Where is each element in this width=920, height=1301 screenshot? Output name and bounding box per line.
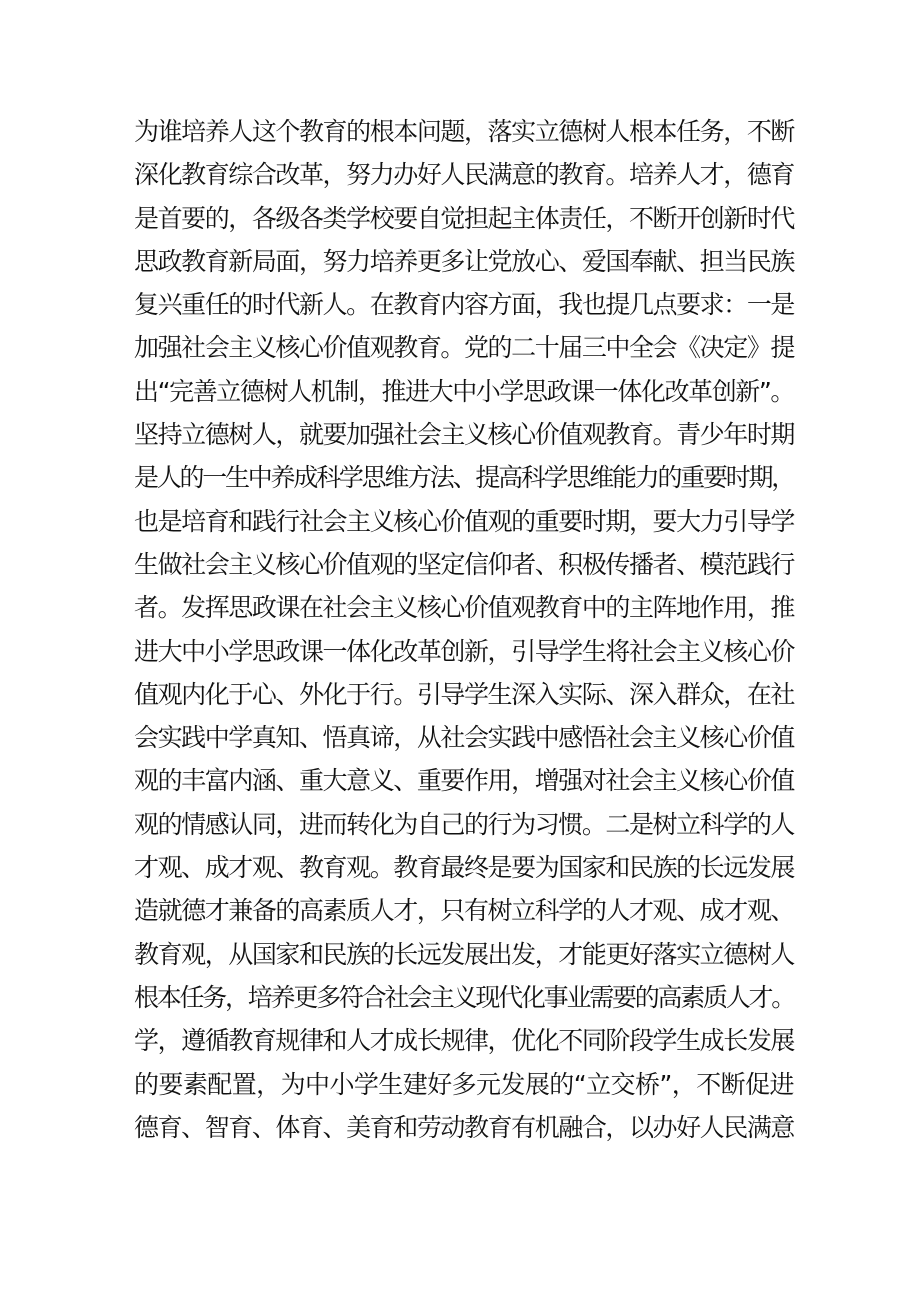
text-line: 复兴重任的时代新人。在教育内容方面，我也提几点要求：一是 — [134, 290, 794, 320]
text-line: 深化教育综合改革，努力办好人民满意的教育。培养人才，德育 — [134, 160, 794, 190]
text-line: 德育、智育、体育、美育和劳动教育有机融合，以办好人民满意 — [134, 1112, 794, 1142]
text-line: 值观内化于心、外化于行。引导学生深入实际、深入群众，在社 — [134, 679, 794, 709]
text-line: 是人的一生中养成科学思维方法、提高科学思维能力的重要时期， — [134, 463, 795, 493]
text-line: 学，遵循教育规律和人才成长规律，优化不同阶段学生成长发展 — [134, 1026, 794, 1056]
text-line: 会实践中学真知、悟真谛，从社会实践中感悟社会主义核心价值 — [134, 723, 794, 753]
text-line: 为谁培养人这个教育的根本问题，落实立德树人根本任务，不断 — [134, 117, 794, 146]
text-line: 才观、成才观、教育观。教育最终是要为国家和民族的长远发展 — [134, 853, 794, 883]
text-line: 也是培育和践行社会主义核心价值观的重要时期，要大力引导学 — [134, 506, 794, 536]
text-line: 坚持立德树人，就要加强社会主义核心价值观教育。青少年时期 — [134, 420, 794, 450]
text-line: 造就德才兼备的高素质人才，只有树立科学的人才观、成才观、 — [134, 896, 794, 926]
text-line: 出“完善立德树人机制，推进大中小学思政课一体化改革创新”。 — [134, 376, 795, 406]
text-line: 思政教育新局面，努力培养更多让党放心、爱国奉献、担当民族 — [134, 246, 794, 276]
text-line: 生做社会主义核心价值观的坚定信仰者、积极传播者、模范践行 — [134, 549, 794, 579]
text-line: 观的情感认同，进而转化为自己的行为习惯。二是树立科学的人 — [134, 809, 794, 839]
text-line: 加强社会主义核心价值观教育。党的二十届三中全会《决定》提 — [134, 333, 794, 363]
text-line: 的要素配置，为中小学生建好多元发展的“立交桥”，不断促进 — [134, 1069, 794, 1099]
text-line: 根本任务，培养更多符合社会主义现代化事业需要的高素质人才。 — [134, 982, 795, 1012]
text-line: 是首要的，各级各类学校要自觉担起主体责任，不断开创新时代 — [134, 203, 794, 233]
text-line: 进大中小学思政课一体化改革创新，引导学生将社会主义核心价 — [134, 636, 794, 666]
text-line: 者。发挥思政课在社会主义核心价值观教育中的主阵地作用，推 — [134, 593, 794, 623]
body-text — [134, 110, 794, 1149]
text-line: 教育观，从国家和民族的长远发展出发，才能更好落实立德树人 — [134, 939, 794, 969]
text-line: 观的丰富内涵、重大意义、重要作用，增强对社会主义核心价值 — [134, 766, 794, 796]
